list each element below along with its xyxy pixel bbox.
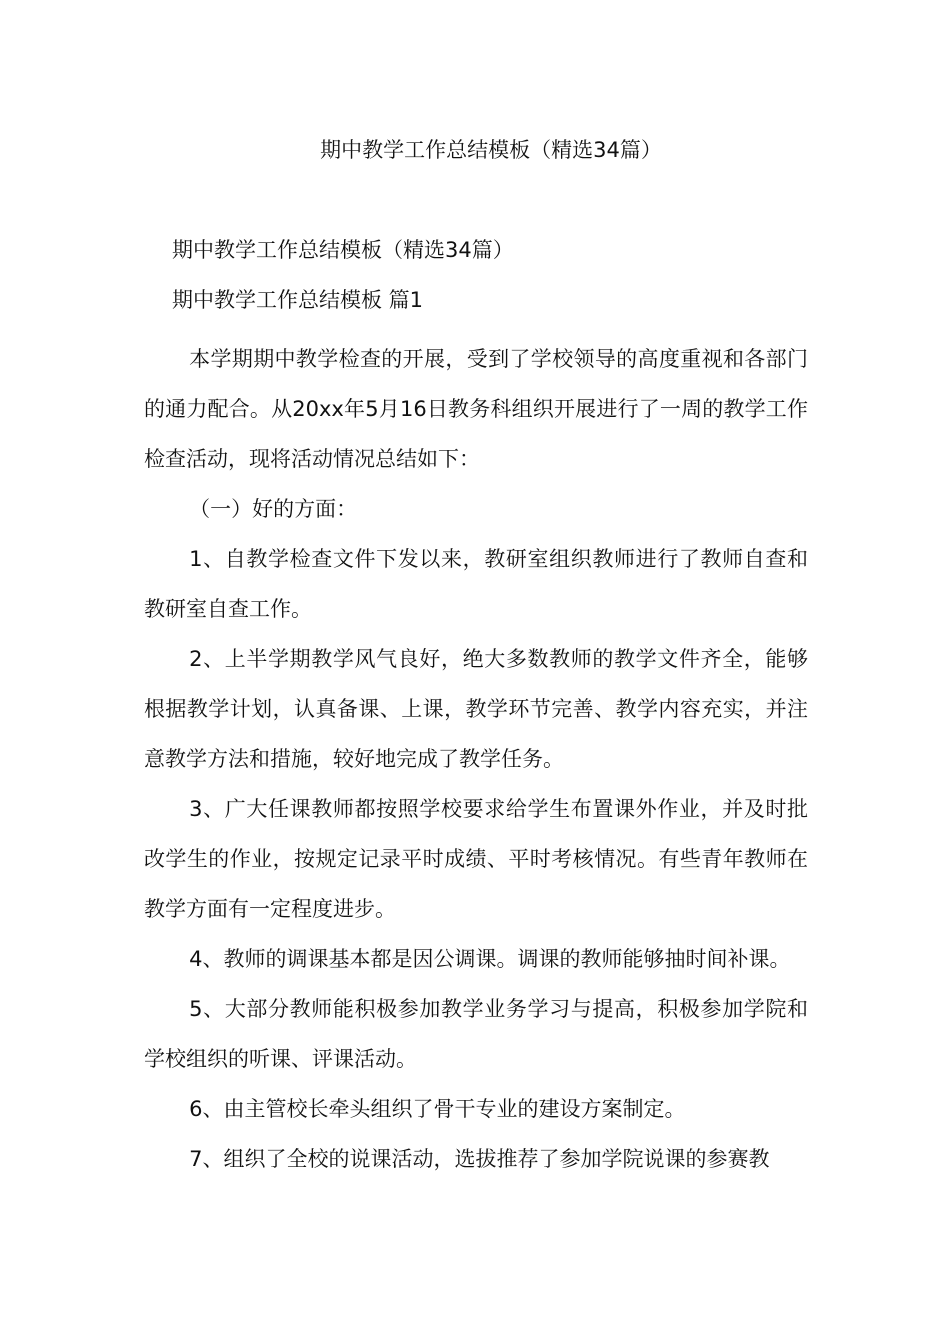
- paragraph-item-4: 4、教师的调课基本都是因公调课。调课的教师能够抽时间补课。: [189, 947, 791, 971]
- document-heading: 期中教学工作总结模板（精选34篇）: [172, 238, 514, 262]
- section-heading: 期中教学工作总结模板 篇1: [172, 288, 424, 312]
- paragraph-item-7: 7、组织了全校的说课活动，选拔推荐了参加学院说课的参赛教: [189, 1147, 770, 1171]
- paragraph-good-aspects: （一）好的方面：: [189, 497, 358, 521]
- paragraph-item-5: 5、大部分教师能积极参加教学业务学习与提高，积极参加学院和学校组织的听课、评课活动。: [144, 997, 808, 1071]
- document-body: [144, 334, 808, 1184]
- paragraph-intro: 本学期期中教学检查的开展，受到了学校领导的高度重视和各部门的通力配合。从20xx年5月16日教务科组织开展进行了一周的教学工作检查活动，现将活动情况总结如下：: [144, 347, 808, 471]
- paragraph-item-6: 6、由主管校长牵头组织了骨干专业的建设方案制定。: [189, 1097, 686, 1121]
- paragraph-item-2: 2、上半学期教学风气良好，绝大多数教师的教学文件齐全，能够根据教学计划，认真备课、上课，教学环节完善、教学内容充实，并注意教学方法和措施，较好地完成了教学任务。: [144, 647, 808, 771]
- paragraph-item-1: 1、自教学检查文件下发以来，教研室组织教师进行了教师自查和教研室自查工作。: [144, 547, 808, 621]
- document-title: 期中教学工作总结模板（精选34篇）: [320, 138, 662, 162]
- paragraph-item-3: 3、广大任课教师都按照学校要求给学生布置课外作业，并及时批改学生的作业，按规定记录平时成绩、平时考核情况。有些青年教师在教学方面有一定程度进步。: [144, 797, 808, 921]
